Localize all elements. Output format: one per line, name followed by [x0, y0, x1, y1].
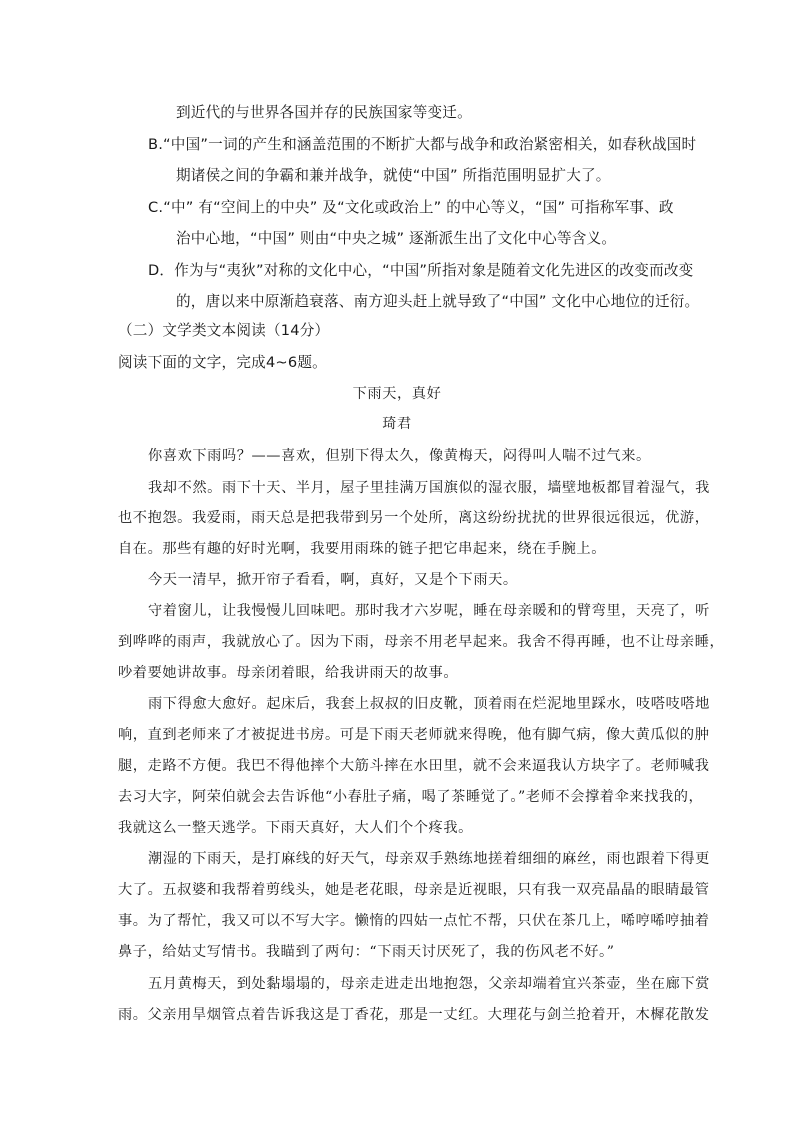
section-heading: （二）文学类文本阅读（14分）	[118, 322, 330, 339]
option-b-line-2: 期诸侯之间的争霸和兼并战争，就使“中国” 所指范围明显扩大了。	[176, 167, 611, 184]
paragraph-line: 雨下得愈大愈好。起床后，我套上叔叔的旧皮靴，顶着雨在烂泥地里踩水，吱嗒吱嗒地	[148, 696, 710, 712]
paragraph-line: 响，直到老师来了才被捉进书房。可是下雨天老师就来得晚，他有脚气病，像大黄瓜似的肿	[118, 727, 710, 743]
option-b-line-1: B.“中国”一词的产生和涵盖范围的不断扩大都与战争和政治紧密相关，如春秋战国时	[148, 136, 697, 153]
paragraph-line: 去习大字，阿荣伯就会去告诉他“小春肚子痛，喝了茶睡觉了。”老师不会撑着伞来找我的，	[118, 789, 704, 805]
paragraph-line: 大了。五叔婆和我帮着剪线头，她是老花眼，母亲是近视眼，只有我一双亮晶晶的眼睛最管	[118, 882, 710, 898]
option-c-line-1: C.“中” 有“空间上的中央” 及“文化或政治上” 的中心等义，“国” 可指称军事、政	[148, 199, 674, 216]
paragraph-line: 也不抱怨。我爱雨，雨天总是把我带到另一个处所，离这纷纷扰扰的世界很远很远，优游，	[118, 510, 710, 526]
paragraph-line: 我就这么一整天逃学。下雨天真好，大人们个个疼我。	[118, 820, 473, 836]
option-a-continuation: 到近代的与世界各国并存的民族国家等变迁。	[176, 104, 472, 121]
article-title: 下雨天，真好	[352, 386, 442, 402]
paragraph-line: 潮湿的下雨天，是打麻线的好天气，母亲双手熟练地搓着细细的麻丝，雨也跟着下得更	[148, 851, 710, 867]
paragraph-line: 腿，走路不方便。我巴不得他摔个大筋斗摔在水田里，就不会来逼我认方块字了。老师喊我	[118, 758, 710, 774]
reading-instruction: 阅读下面的文字，完成4~6题。	[118, 354, 327, 371]
paragraph-line: 五月黄梅天，到处黏塌塌的，母亲走进走出地抱怨，父亲却端着宜兴茶壶，坐在廊下赏	[148, 976, 710, 992]
paragraph-line: 守着窗儿，让我慢慢儿回味吧。那时我才六岁呢，睡在母亲暖和的臂弯里，天亮了，听	[148, 603, 710, 619]
option-c-line-2: 治中心地，“中国” 则由“中央之城” 逐渐派生出了文化中心等含义。	[176, 230, 617, 247]
paragraph-line: 自在。那些有趣的好时光啊，我要用雨珠的链子把它串起来，绕在手腕上。	[118, 541, 606, 557]
article-author: 琦君	[382, 416, 412, 432]
paragraph-line: 吵着要她讲故事。母亲闭着眼，给我讲雨天的故事。	[118, 665, 459, 681]
paragraph-line: 事。为了帮忙，我又可以不写大字。懒惰的四姑一点忙不帮，只伏在茶几上，唏哼唏哼抽着	[118, 913, 710, 929]
option-d-line-2: 的，唐以来中原渐趋衰落、南方迎头赶上就导致了“中国” 文化中心地位的迁衍。	[176, 293, 700, 310]
paragraph-line: 雨。父亲用旱烟管点着告诉我这是丁香花，那是一丈红。大理花与剑兰抢着开，木樨花散发	[118, 1007, 710, 1023]
paragraph-line: 我却不然。雨下十天、半月，屋子里挂满万国旗似的湿衣服，墙壁地板都冒着湿气，我	[148, 480, 710, 496]
paragraph-line: 鼻子，给姑丈写情书。我瞄到了两句：“下雨天讨厌死了，我的伤风老不好。”	[118, 944, 615, 960]
option-d-line-1: D．作为与“夷狄”对称的文化中心，“中国”所指对象是随着文化先进区的改变而改变	[148, 262, 694, 279]
paragraph-line: 今天一清早，掀开帘子看看，啊，真好，又是个下雨天。	[148, 572, 518, 588]
paragraph-line: 到哗哗的雨声，我就放心了。因为下雨，母亲不用老早起来。我舍不得再睡，也不让母亲睡，	[118, 634, 725, 650]
paragraph-line: 你喜欢下雨吗？——喜欢，但别下得太久，像黄梅天，闷得叫人喘不过气来。	[148, 448, 651, 464]
